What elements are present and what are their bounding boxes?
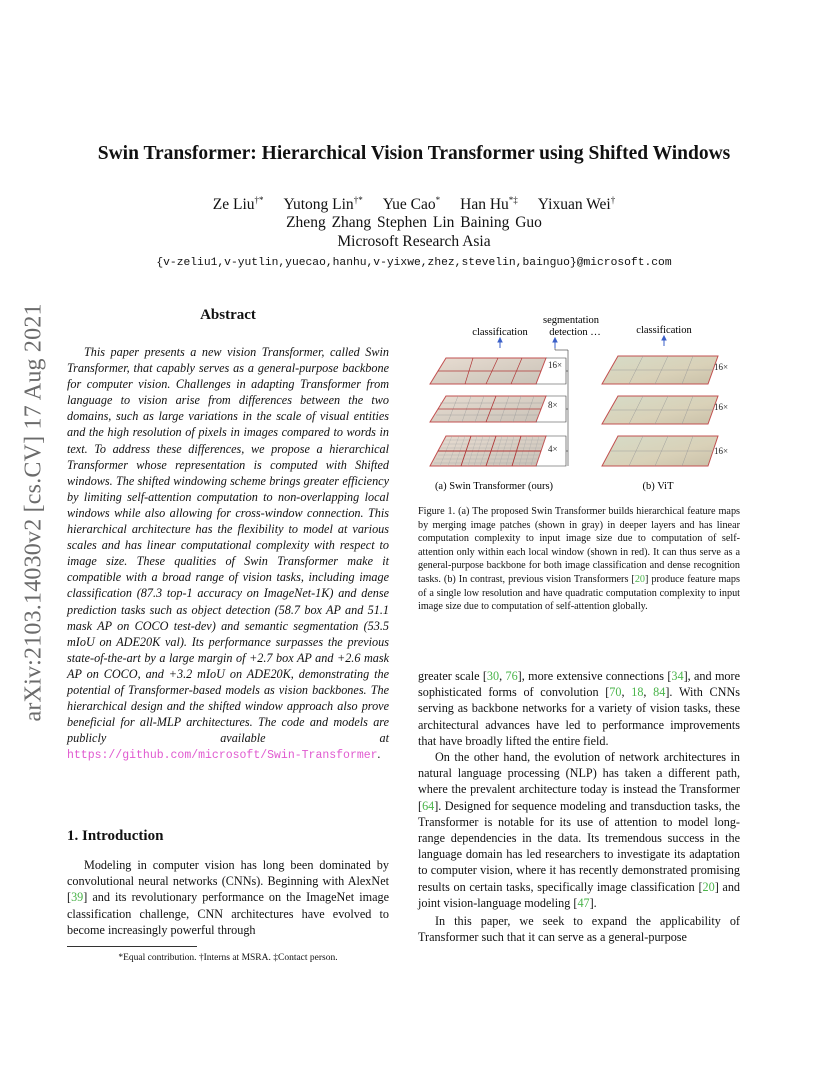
citation-link[interactable]: 76 — [505, 669, 518, 683]
intro-heading: 1. Introduction — [67, 828, 164, 844]
body-text: , — [499, 669, 506, 683]
citation-link[interactable]: 30 — [486, 669, 500, 683]
author-emails: {v-zeliu1,v-yutlin,yuecao,hanhu,v-yixwe,zhez,stevelin,bainguo}@microsoft.com — [156, 257, 672, 269]
abstract-body — [67, 344, 389, 764]
caption-text-b: ] produce feature maps of a single low resolution and have quadratic computation complexity to input image size due to computation of self-attention globally. — [418, 573, 740, 613]
abstract-end: . — [377, 747, 381, 762]
scale-label: 8× — [548, 400, 558, 410]
citation-link[interactable]: 64 — [422, 798, 435, 813]
body-text: In this paper, we seek to expand the applicability of Transformer such that it can serve as a general-purpose — [418, 914, 740, 945]
subfigure-a-label: (a) Swin Transformer (ours) — [434, 481, 554, 492]
author-name: Yixuan Wei — [537, 196, 611, 214]
vit-layer-2 — [602, 396, 718, 424]
body-text: ] and joint vision-language modeling [ — [418, 879, 741, 910]
label-classification-right: classification — [636, 325, 692, 336]
author-affiliation-mark: †* — [254, 195, 264, 205]
swin-layer-16x — [430, 358, 546, 384]
body-text: ]. — [589, 895, 597, 910]
author-affiliation-mark: *‡ — [508, 195, 518, 205]
author-affiliation-mark: † — [610, 195, 616, 205]
arxiv-sidebar-id: arXiv:2103.14030v2 [cs.CV] 17 Aug 2021 — [20, 303, 47, 722]
body-paragraph — [418, 913, 740, 945]
scale-label: 16× — [548, 360, 563, 370]
scale-label: 4× — [548, 444, 558, 454]
body-text: , — [621, 685, 632, 700]
citation-link[interactable]: 18 — [631, 685, 644, 700]
code-link[interactable]: https://github.com/microsoft/Swin-Transformer — [67, 749, 378, 763]
body-text: ]. With CNNs serving as backbone networks for a variety of vision tasks, these architectural advances have led to performance improvements that have broadly lifted the entire field. — [418, 685, 740, 748]
author-name: Han Hu — [460, 196, 509, 214]
abstract-text: This paper presents a new vision Transformer, called Swin Transformer, that capably serves as a general-purpose backbone for computer vision. Challenges in adapting Transformer from language to vision arise from differences between the two domains, such as large variations in the scale of visual entities and the high resolution of pixels in images compared to words in text. To address these differences, we propose a hierarchical Transformer whose representation is computed with Shifted windows. The shifted windowing scheme brings greater efficiency by limiting self-attention computation to non-overlapping local windows while also allowing for cross-window connection. This hierarchical architecture has the flexibility to model at various scales and has linear computational complexity with respect to image size. These qualities of Swin Transformer make it compatible with a broad range of vision tasks, including image classification (87.3 top-1 accuracy on ImageNet-1K) and dense prediction tasks such as object detection (58.7 box AP and 51.1 mask AP on COCO test-dev) and semantic segmentation (53.5 mIoU on ADE20K val). Its performance surpasses the previous state-of-the-art by a large margin of +2.7 box AP and +2.6 mask AP on COCO, and +3.2 mIoU on ADE20K, demonstrating the potential of Transformer-based models as vision backbones. The hierarchical design and the shifted window approach also prove beneficial for all-MLP architectures. The code and models are publicly available at — [67, 345, 389, 746]
scale-label: 16× — [714, 362, 729, 372]
body-paragraph — [418, 668, 740, 749]
author-line-2: Zheng Zhang Stephen Lin Baining Guo — [286, 214, 542, 231]
subfigure-b-label: (b) ViT — [642, 481, 674, 492]
intro-text-a: Modeling in computer vision has long been dominated by convolutional neural networks (CNNs). Beginning with AlexNet [ — [67, 858, 389, 905]
citation-link[interactable]: 84 — [653, 685, 666, 700]
body-paragraph — [418, 749, 740, 911]
body-text: ]. Designed for sequence modeling and transduction tasks, the Transformer is notable for its use of attention to model long-range dependencies in the data. Its tremendous success in the language domain has led researchers to investigate its adaptation to computer vision, where it has recently demonstrated promising results on certain tasks, specifically image classification [ — [418, 798, 740, 894]
author-affiliation-mark: †* — [353, 195, 363, 205]
footnote: *Equal contribution. †Interns at MSRA. ‡Contact person. — [118, 953, 338, 963]
label-detection: detection … — [549, 327, 601, 338]
citation-link[interactable]: 20 — [634, 573, 645, 585]
figure-1 — [418, 308, 740, 498]
paper-title: Swin Transformer: Hierarchical Vision Transformer using Shifted Windows — [97, 143, 731, 164]
body-text: , — [643, 685, 654, 700]
author-affiliation-mark: * — [435, 195, 441, 205]
label-segmentation: segmentation — [543, 315, 599, 326]
body-text: ], more extensive connections [ — [517, 669, 672, 683]
body-text: ], and more sophisticated forms of convolution [ — [418, 669, 740, 700]
author-line-1 — [0, 195, 828, 214]
body-text: greater scale [ — [418, 669, 487, 683]
vit-layer-3 — [602, 436, 718, 466]
abstract-heading: Abstract — [200, 307, 256, 323]
citation-link[interactable]: 47 — [577, 895, 590, 910]
swin-layer-4x — [430, 436, 546, 466]
intro-paragraph — [67, 857, 389, 938]
scale-label: 16× — [714, 446, 729, 456]
citation-link[interactable]: 70 — [609, 685, 622, 700]
right-column-body — [418, 668, 740, 945]
vit-layer-1 — [602, 356, 718, 384]
scale-label: 16× — [714, 402, 729, 412]
caption-text-a: Figure 1. (a) The proposed Swin Transformer builds hierarchical feature maps by merging image patches (shown in gray) in deeper layers and has linear computation complexity to input image size due to computation of self-attention only within each local window (shown in red). It can thus serve as a general-purpose backbone for both image classification and dense recognition tasks. (b) In contrast, previous vision Transformers [ — [418, 506, 740, 585]
swin-layer-8x — [430, 396, 546, 422]
author-name: Yutong Lin — [283, 196, 354, 214]
body-text: On the other hand, the evolution of network architectures in natural language processing (NLP) has taken a different path, where the prevalent architecture today is instead the Transformer [ — [418, 750, 740, 813]
label-classification-left: classification — [472, 327, 528, 338]
citation-link[interactable]: 39 — [71, 890, 84, 905]
intro-text-b: ] and its revolutionary performance on the ImageNet image classification challenge, CNN architectures have evolved to become increasingly powerful through — [67, 890, 389, 937]
affiliation: Microsoft Research Asia — [337, 233, 491, 250]
citation-link[interactable]: 20 — [702, 879, 715, 894]
figure-caption — [418, 505, 740, 614]
citation-link[interactable]: 34 — [671, 669, 684, 683]
footnote-rule — [67, 946, 197, 947]
author-name: Ze Liu — [212, 196, 255, 214]
author-name: Yue Cao — [382, 196, 436, 214]
